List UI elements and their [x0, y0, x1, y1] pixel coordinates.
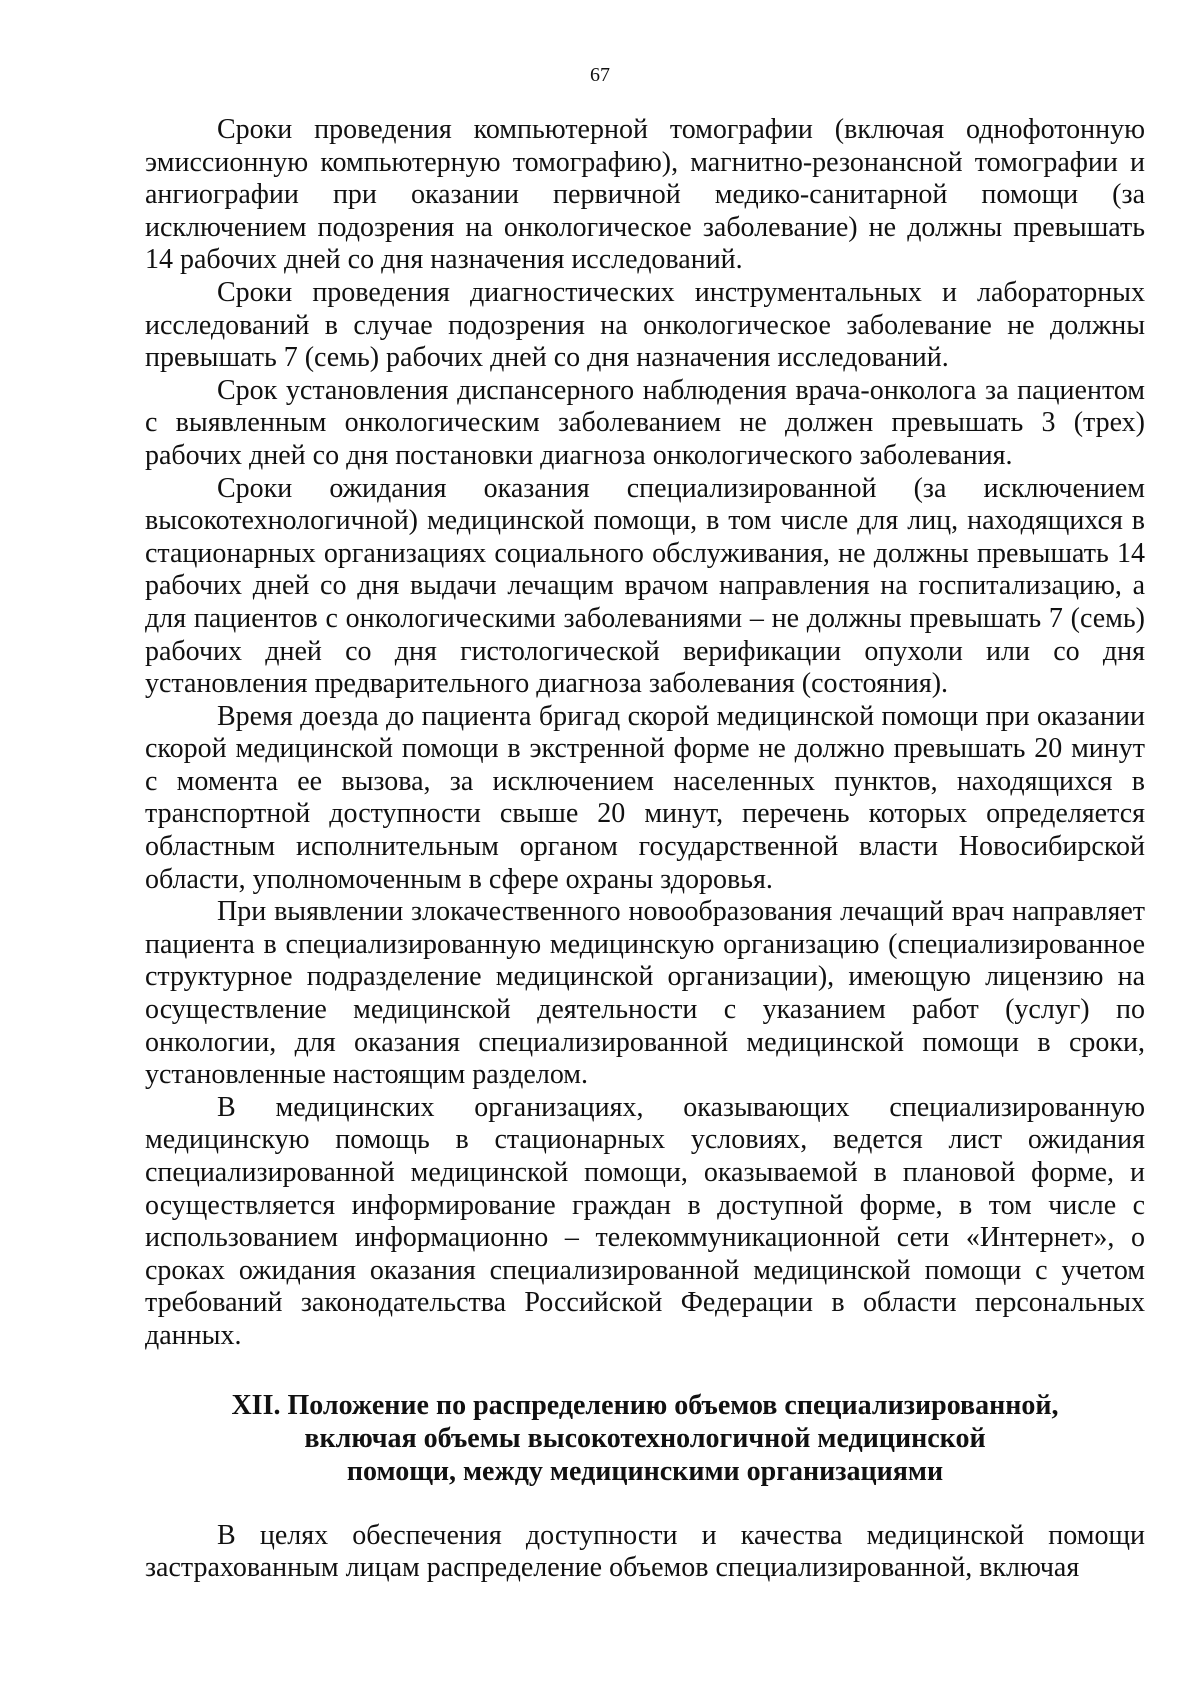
- section-heading-line: включая объемы высокотехнологичной медицинской: [304, 1422, 986, 1454]
- paragraph-dispensary-observation: Срок установления диспансерного наблюдения врача-онколога за пациентом с выявленным онкологическим заболеванием не должен превышать 3 (трех) рабочих дней со дня постановки диагноза онкологического заболевания.: [145, 374, 1145, 471]
- paragraph-oncology-diagnostics-deadlines: Сроки проведения диагностических инструментальных и лабораторных исследований в случае подозрения на онкологическое заболевание не должны превышать 7 (семь) рабочих дней со дня назначения исследований.: [145, 276, 1145, 374]
- paragraph-ct-mri-deadlines: Сроки проведения компьютерной томографии (включая однофотонную эмиссионную компьютерную томографию), магнитно-резонансной томографии и ангиографии при оказании первичной медико-санитарной помощи (за исключением подозрения на онкологическое заболевание) не должны превышать 14 рабочих дней со дня назначения исследований.: [145, 114, 1145, 276]
- section-heading-line: XII. Положение по распределению объемов специализированной,: [231, 1389, 1059, 1421]
- paragraph-ambulance-arrival-time: Время доезда до пациента бригад скорой медицинской помощи при оказании скорой медицинской помощи в экстренной форме не должно превышать 20 минут с момента ее вызова, за исключением населенных пунктов, находящихся в транспортной доступности свыше 20 минут, перечень которых определяется областным исполнительным органом государственной власти Новосибирской области, уполномоченным в сфере охраны здоровья.: [145, 700, 1145, 895]
- section-heading: [145, 1389, 1145, 1488]
- document-body: [145, 114, 1145, 1585]
- paragraph-malignancy-referral: При выявлении злокачественного новообразования лечащий врач направляет пациента в специализированную медицинскую организацию (специализированное структурное подразделение медицинской организации), имеющую лицензию на осуществление медицинской деятельности с указанием работ (услуг) по онкологии, для оказания специализированной медицинской помощи в сроки, установленные настоящим разделом.: [145, 896, 1145, 1091]
- paragraph-waiting-list: В медицинских организациях, оказывающих специализированную медицинскую помощь в стационарных условиях, ведется лист ожидания специализированной медицинской помощи, оказываемой в плановой форме, и осуществляется информирование граждан в доступной форме, в том числе с использованием информационно – телекоммуникационной сети «Интернет», о сроках ожидания оказания специализированной медицинской помощи с учетом требований законодательства Российской Федерации в области персональных данных.: [145, 1091, 1145, 1351]
- paragraph-specialized-care-waiting: Сроки ожидания оказания специализированной (за исключением высокотехнологичной) медицинской помощи, в том числе для лиц, находящихся в стационарных организациях социального обслуживания, не должны превышать 14 рабочих дней со дня выдачи лечащим врачом направления на госпитализацию, а для пациентов с онкологическими заболеваниями – не должны превышать 7 (семь) рабочих дней со дня гистологической верификации опухоли или со дня установления предварительного диагноза заболевания (состояния).: [145, 472, 1145, 700]
- page-number: 67: [590, 64, 610, 86]
- section-heading-line: помощи, между медицинскими организациями: [346, 1455, 944, 1487]
- paragraph-volume-distribution: В целях обеспечения доступности и качества медицинской помощи застрахованным лицам распределение объемов специализированной, включая: [145, 1519, 1145, 1584]
